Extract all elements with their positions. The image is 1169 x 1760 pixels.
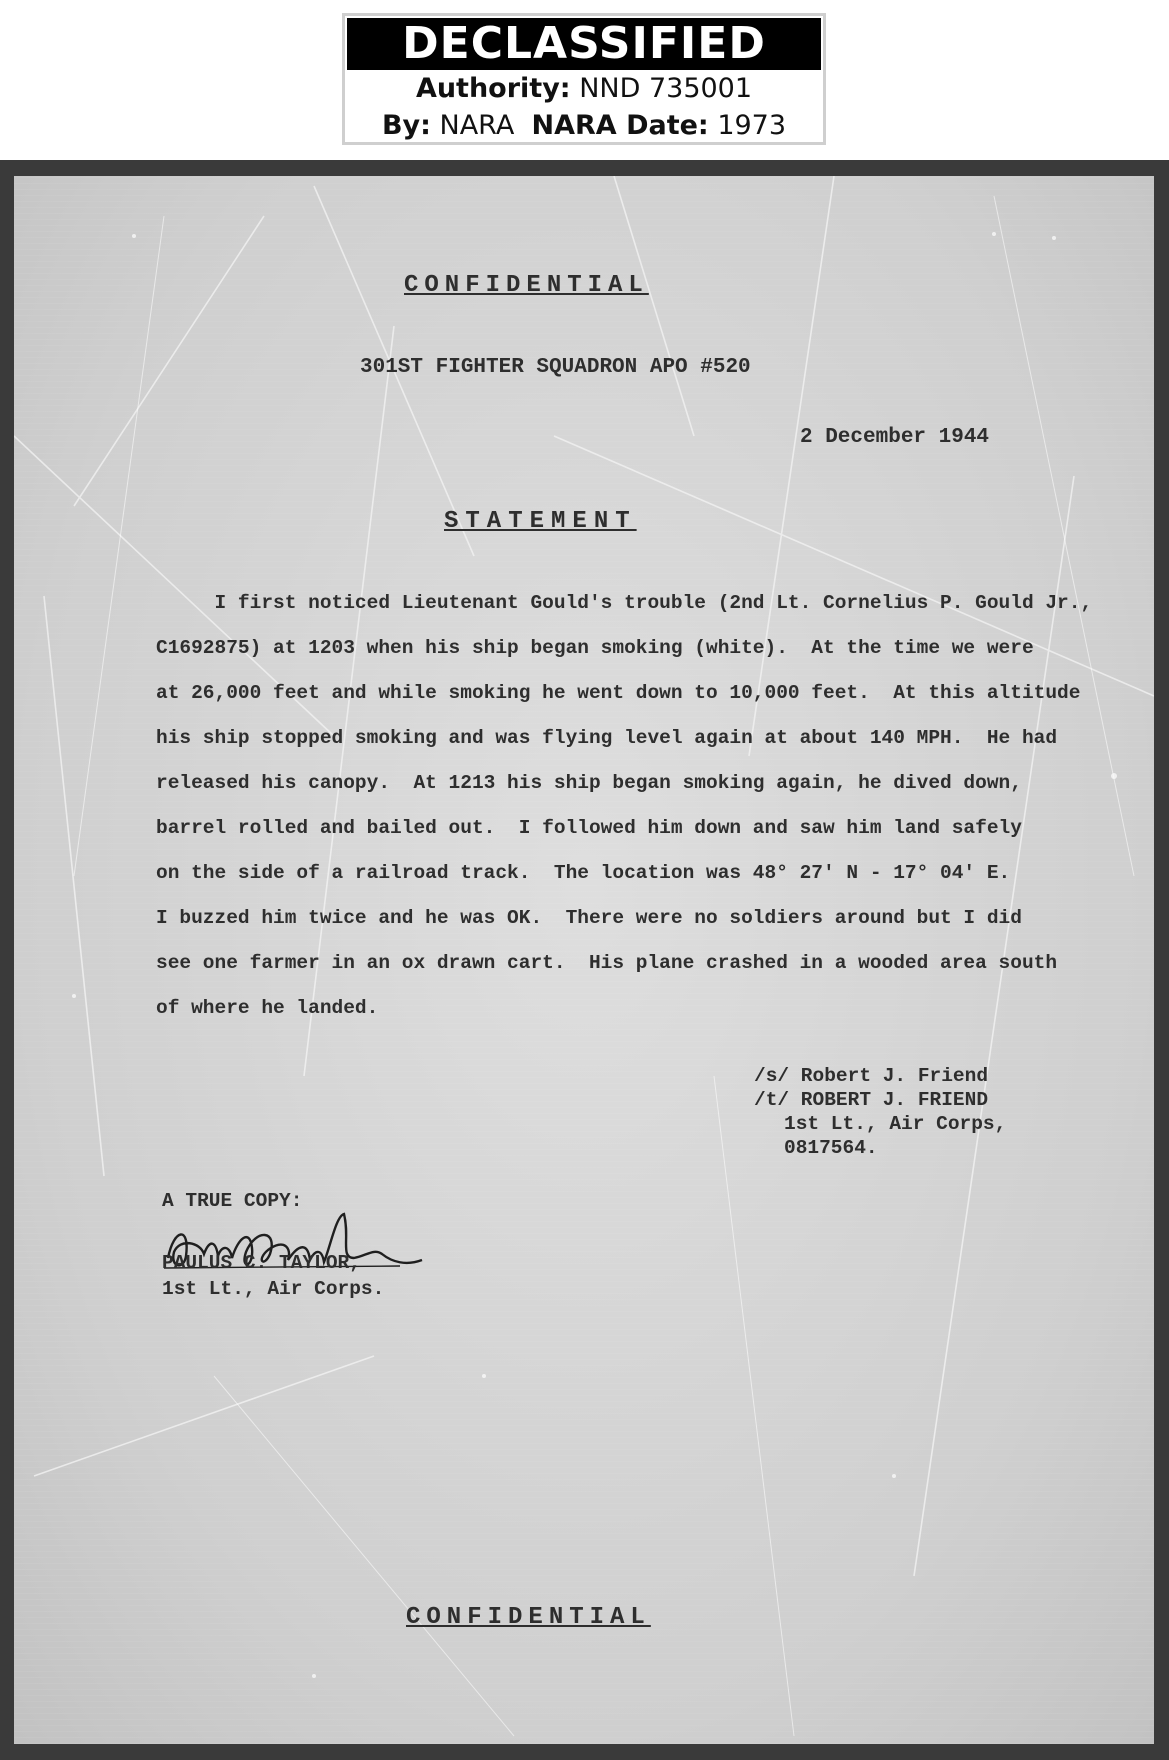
body-line: I first noticed Lieutenant Gould's trouble (2nd Lt. Cornelius P. Gould Jr., [156,592,1093,614]
stamp-date-label: NARA Date: [531,110,709,141]
body-line: at 26,000 feet and while smoking he went down to 10,000 feet. At this altitude [156,682,1081,704]
body-line: his ship stopped smoking and was flying level again at about 140 MPH. He had [156,727,1058,749]
stamp-by-date [345,107,823,144]
body-line: C1692875) at 1203 when his ship began smoking (white). At the time we were [156,637,1034,659]
copy-certifier-rank: 1st Lt., Air Corps. [162,1278,385,1300]
body-line: I buzzed him twice and he was OK. There were no soldiers around but I did [156,907,1022,929]
body-line: released his canopy. At 1213 his ship began smoking again, he dived down, [156,772,1022,794]
signature-line-typed: /t/ ROBERT J. FRIEND [754,1089,989,1111]
true-copy-label: A TRUE COPY: [162,1190,303,1212]
scanned-sheet [0,160,1169,1760]
signature-serial: 0817564. [784,1137,878,1159]
classification-header: CONFIDENTIAL [404,272,649,299]
statement-body [156,581,1116,1031]
stamp-date-value: 1973 [717,110,787,141]
stamp-authority [345,70,823,107]
body-line: see one farmer in an ox drawn cart. His plane crashed in a wooded area south [156,952,1058,974]
stamp-by-label: By: [381,110,431,141]
signature-rank: 1st Lt., Air Corps, [784,1113,1007,1135]
signature-line-signed: /s/ Robert J. Friend [754,1065,989,1087]
classification-footer: CONFIDENTIAL [406,1604,651,1631]
document-page [14,176,1154,1744]
stamp-title: DECLASSIFIED [347,18,821,70]
document-title: STATEMENT [444,508,637,535]
body-line: barrel rolled and bailed out. I followed him down and saw him land safely [156,817,1022,839]
body-line: on the side of a railroad track. The location was 48° 27' N - 17° 04' E. [156,862,1011,884]
handwritten-signature [160,1208,430,1288]
stamp-by-value: NARA [439,110,515,141]
declassified-stamp [342,13,826,145]
unit-heading: 301ST FIGHTER SQUADRON APO #520 [360,356,751,379]
document-date: 2 December 1944 [800,426,990,449]
stamp-authority-label: Authority: [415,73,571,104]
copy-certifier-name: PAULUS C. TAYLOR, [162,1252,361,1274]
stamp-authority-value: NND 735001 [579,73,753,104]
body-line: of where he landed. [156,997,379,1019]
